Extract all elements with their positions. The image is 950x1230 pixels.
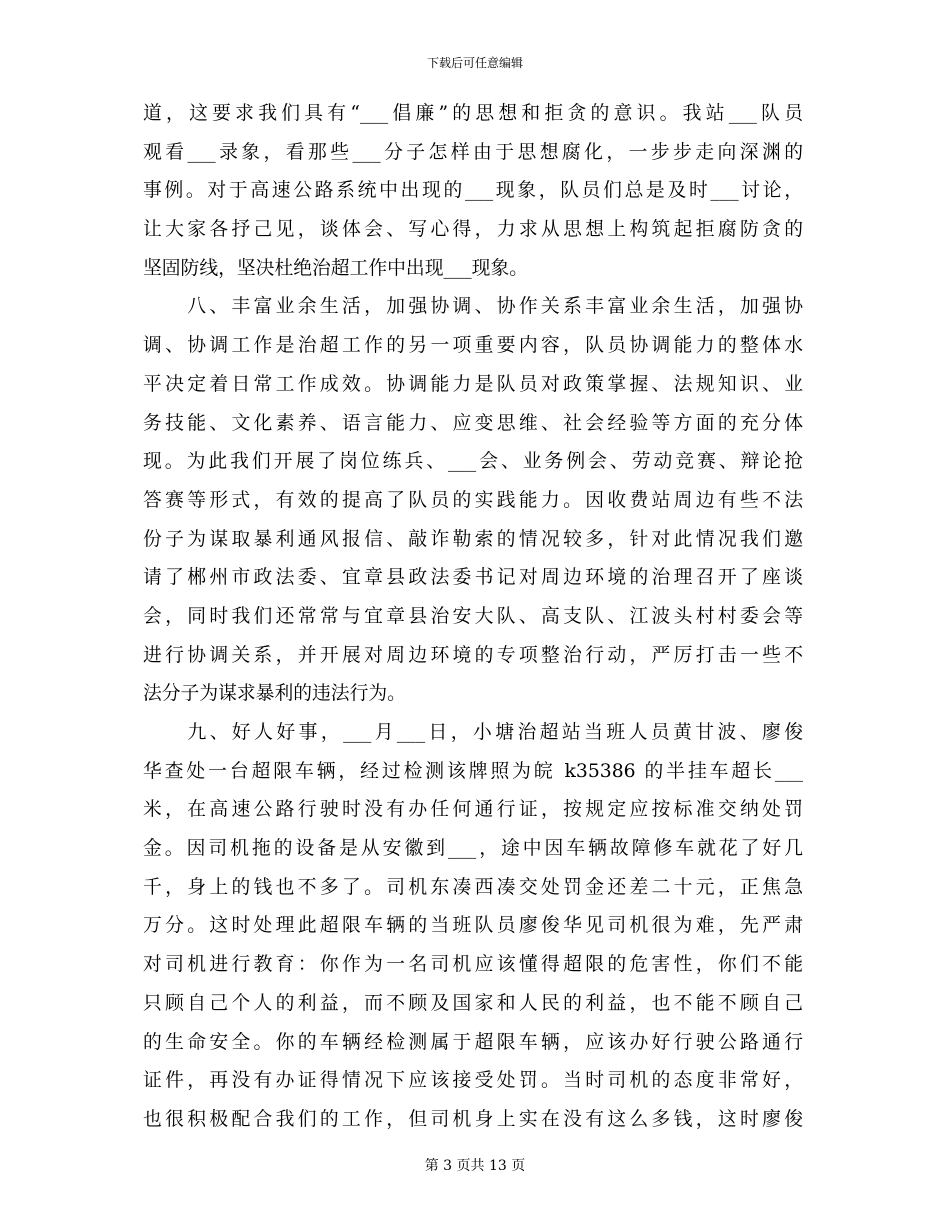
page-header: 下载后可任意编辑 xyxy=(426,56,523,70)
text-line: 让大家各抒己见，谈体会、写心得，力求从思想上构筑起拒腐防贪的 xyxy=(143,219,803,241)
text-line: 调、协调工作是治超工作的另一项重要内容，队员协调能力的整体水 xyxy=(143,335,803,357)
text-line: 答赛等形式，有效的提高了队员的实践能力。因收费站周边有些不法 xyxy=(143,489,803,511)
text-line: 进行协调关系，并开展对周边环境的专项整治行动，严厉打击一些不 xyxy=(143,644,803,666)
text-line: 现。为此我们开展了岗位练兵、___会、业务例会、劳动竞赛、辩论抢 xyxy=(143,451,803,473)
text-line: 事例。对于高速公路系统中出现的___现象，队员们总是及时___讨论， xyxy=(143,180,803,202)
text-line: 观看___录象，看那些___分子怎样由于思想腐化，一步步走向深渊的 xyxy=(143,141,803,163)
text-line: 只顾自己个人的利益，而不顾及国家和人民的利益，也不能不顾自己 xyxy=(143,992,803,1014)
text-line: 金。因司机拖的设备是从安徽到___，途中因车辆故障修车就花了好几 xyxy=(143,838,803,860)
text-line: 的生命安全。你的车辆经检测属于超限车辆，应该办好行驶公路通行 xyxy=(143,1031,803,1053)
text-line: 平决定着日常工作成效。协调能力是队员对政策掌握、法规知识、业 xyxy=(143,373,803,395)
text-line: 法分子为谋求暴利的违法行为。 xyxy=(143,683,406,705)
text-line: 务技能、文化素养、语言能力、应变思维、社会经验等方面的充分体 xyxy=(143,412,803,434)
text-line: 会，同时我们还常常与宜章县治安大队、高支队、江波头村村委会等 xyxy=(143,605,803,627)
text-line: 万分。这时处理此超限车辆的当班队员廖俊华见司机很为难，先严肃 xyxy=(143,915,803,937)
text-line: 八、丰富业余生活，加强协调、协作关系丰富业余生活，加强协 xyxy=(143,296,803,318)
text-line: 米，在高速公路行驶时没有办任何通行证，按规定应按标准交纳处罚 xyxy=(143,799,803,821)
text-line: 证件，再没有办证得情况下应该接受处罚。当时司机的态度非常好， xyxy=(143,1070,803,1092)
text-line: 千，身上的钱也不多了。司机东凑西凑交处罚金还差二十元，正焦急 xyxy=(143,876,803,898)
text-line: 华查处一台超限车辆，经过检测该牌照为皖 k35386 的半挂车超长___ xyxy=(143,760,803,782)
text-line: 对司机进行教育：你作为一名司机应该懂得超限的危害性，你们不能 xyxy=(143,954,803,976)
document-body xyxy=(143,95,803,1140)
text-line: 九、好人好事，___月___日，小塘治超站当班人员黄甘波、廖俊 xyxy=(143,722,803,743)
text-line: 道，这要求我们具有“___倡廉”的思想和拒贪的意识。我站___队员 xyxy=(143,103,803,124)
text-line: 坚固防线，坚决杜绝治超工作中出现___现象。 xyxy=(143,257,529,279)
text-line: 请了郴州市政法委、宜章县政法委书记对周边环境的治理召开了座谈 xyxy=(143,567,803,589)
text-line: 份子为谋取暴利通风报信、敲诈勒索的情况较多，针对此情况我们邀 xyxy=(143,528,803,550)
text-line: 也很积极配合我们的工作，但司机身上实在没有这么多钱，这时廖俊 xyxy=(143,1108,803,1130)
page-number: 第 3 页共 13 页 xyxy=(424,1158,526,1174)
